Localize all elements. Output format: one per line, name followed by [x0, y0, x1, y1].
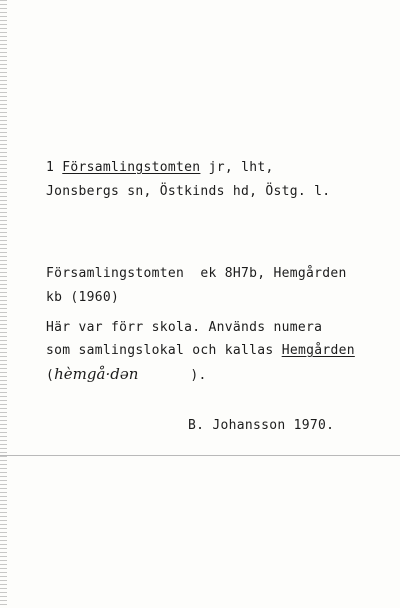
heading-line-1: [46, 160, 274, 175]
card-left-edge: [0, 0, 7, 608]
entry-heading-rest: jr, lht,: [200, 160, 274, 175]
pronunciation-close: ).: [190, 368, 207, 383]
entry-number: 1: [46, 160, 55, 175]
signature: B. Johansson 1970.: [188, 418, 335, 433]
card-bottom-rule: [0, 455, 400, 456]
entry-placename: Församlingstomten: [62, 160, 201, 175]
pronunciation-handwritten: hèmgå·dən: [54, 365, 139, 383]
body-line-3: Här var förr skola. Används numera: [46, 320, 323, 335]
body-line-5: [46, 365, 207, 383]
pronunciation-open: (: [46, 368, 55, 383]
heading-line-2: Jonsbergs sn, Östkinds hd, Östg. l.: [46, 184, 331, 199]
body-line-4-name: Hemgården: [281, 343, 355, 358]
body-line-4-prefix: som samlingslokal och kallas: [46, 343, 282, 358]
body-line-2: kb (1960): [46, 290, 120, 305]
body-line-1: Församlingstomten ek 8H7b, Hemgården: [46, 266, 347, 281]
body-line-4: [46, 343, 355, 358]
